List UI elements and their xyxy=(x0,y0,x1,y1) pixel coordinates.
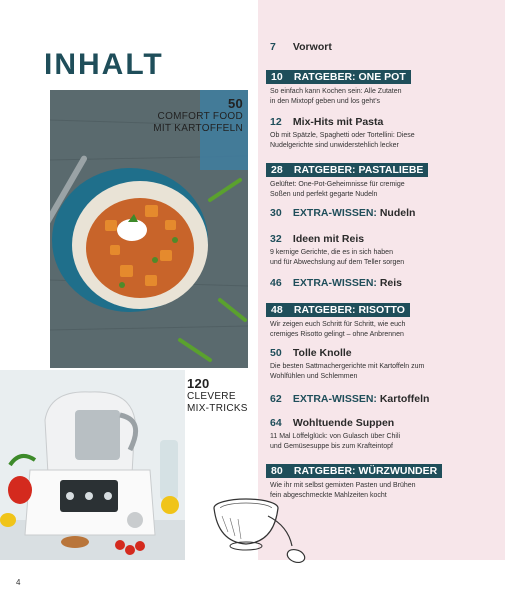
toc-page-number: 28 xyxy=(271,164,283,176)
food-caption-line1: COMFORT FOOD xyxy=(157,111,243,122)
toc-entry[interactable] xyxy=(270,300,495,339)
toc-title-prefix: EXTRA-WISSEN: xyxy=(292,393,377,405)
toc-entry[interactable] xyxy=(270,276,495,290)
toc-page-number: 12 xyxy=(270,116,282,128)
toc-entry-heading xyxy=(270,232,495,246)
toc-description-line: und für Abwechslung auf dem Teller sorgen xyxy=(270,258,405,266)
toc-title: Reis xyxy=(379,277,403,289)
toc-description-line: 11 Mal Löffelglück: von Gulasch über Chili xyxy=(270,433,401,440)
toc-title: Kartoffeln xyxy=(379,393,430,405)
toc-title: Nudeln xyxy=(379,207,416,219)
toc-description-line: Soßen und perfekt gegarte Nudeln xyxy=(270,190,378,198)
toc-title: Mix-Hits mit Pasta xyxy=(292,116,384,128)
toc-entry[interactable] xyxy=(270,160,495,199)
toc-entry[interactable] xyxy=(270,67,495,106)
toc-entry-heading xyxy=(270,346,495,360)
toc-title-prefix: EXTRA-WISSEN: xyxy=(292,277,377,289)
toc-page-number: 10 xyxy=(271,71,283,83)
toc-title: Tolle Knolle xyxy=(292,347,352,359)
toc-page-number: 32 xyxy=(270,233,282,245)
toc-entry-heading xyxy=(270,206,495,220)
toc-page-number: 50 xyxy=(270,347,282,359)
toc-description xyxy=(270,320,475,339)
toc-description-line: fein abgeschmeckte Mahlzeiten kocht xyxy=(270,491,387,499)
thermomix-photo xyxy=(0,370,185,560)
toc-entry-heading xyxy=(266,464,442,478)
toc-title: RATGEBER: PASTALIEBE xyxy=(293,164,424,176)
toc-description xyxy=(270,248,475,267)
toc-title: RATGEBER: WÜRZWUNDER xyxy=(293,465,438,477)
page-title: INHALT xyxy=(44,48,164,81)
toc-description xyxy=(270,180,475,199)
toc-entry[interactable] xyxy=(270,392,495,406)
tricks-caption-number: 120 xyxy=(187,376,210,391)
toc-description xyxy=(270,432,475,451)
toc-description-line: Wir zeigen euch Schritt für Schritt, wie euch xyxy=(270,321,406,328)
page-number: 4 xyxy=(16,578,21,587)
toc-description-line: Wie ihr mit selbst gemixten Pasten und Brühen xyxy=(270,482,416,489)
toc-entry-heading xyxy=(270,40,495,54)
toc-page-number: 30 xyxy=(270,207,282,219)
tricks-caption-line1: CLEVERE xyxy=(187,391,236,402)
toc-title-prefix: EXTRA-WISSEN: xyxy=(292,207,377,219)
soup-bowl-drawing-icon xyxy=(208,486,328,581)
toc-description xyxy=(270,131,475,150)
toc-entry-heading xyxy=(270,115,495,129)
toc-entry[interactable] xyxy=(270,416,495,451)
toc-description-line: So einfach kann Kochen sein: Alle Zutaten xyxy=(270,88,402,95)
toc-description-line: Ob mit Spätzle, Spaghetti oder Tortellini: Diese xyxy=(270,132,415,139)
toc-page-number: 7 xyxy=(270,41,276,53)
toc-entry-heading xyxy=(266,70,411,84)
toc-title: Wohltuende Suppen xyxy=(292,417,395,429)
toc-page-number: 62 xyxy=(270,393,282,405)
toc-entry[interactable] xyxy=(270,232,495,267)
food-caption-number: 50 xyxy=(227,96,243,111)
toc-page-number: 64 xyxy=(270,417,282,429)
toc-description-line: 9 kernige Gerichte, die es in sich haben xyxy=(270,249,393,256)
toc-description-line: cremiges Risotto gelingt – ohne Anbrennen xyxy=(270,330,404,338)
toc-entry-heading xyxy=(266,303,410,317)
toc-description xyxy=(270,87,475,106)
toc-entry-heading xyxy=(270,392,495,406)
toc-description-line: Gelüftet: One-Pot-Geheimnisse für cremige xyxy=(270,181,405,188)
toc-description-line: Nudelgerichte sind unwiderstehlich lecker xyxy=(270,141,399,149)
toc-page-number: 48 xyxy=(271,304,283,316)
food-caption xyxy=(133,96,243,135)
toc-entry-heading xyxy=(266,163,428,177)
tricks-caption-line2: MIX-TRICKS xyxy=(187,403,248,414)
toc-title: Vorwort xyxy=(292,41,332,53)
toc-description xyxy=(270,362,475,381)
food-caption-line2: MIT KARTOFFELN xyxy=(153,123,243,134)
tricks-caption xyxy=(187,376,257,415)
toc-title: RATGEBER: ONE POT xyxy=(293,71,406,83)
toc-entry[interactable] xyxy=(270,40,495,54)
toc-entry[interactable] xyxy=(270,206,495,220)
toc-description-line: Wohlfühlen und Schlemmen xyxy=(270,372,358,380)
toc-entry-heading xyxy=(270,416,495,430)
toc-entry-heading xyxy=(270,276,495,290)
toc-title: RATGEBER: RISOTTO xyxy=(293,304,405,316)
toc-entry[interactable] xyxy=(270,346,495,381)
toc-title: Ideen mit Reis xyxy=(292,233,365,245)
toc-entry[interactable] xyxy=(270,115,495,150)
toc-description-line: in den Mixtopf geben und los geht’s xyxy=(270,97,381,105)
toc-description-line: und Gemüsesuppe bis zum Krafteintopf xyxy=(270,442,393,450)
toc-page-number: 80 xyxy=(271,465,283,477)
toc-description-line: Die besten Sattmachergerichte mit Kartoffeln zum xyxy=(270,363,425,370)
toc-page-number: 46 xyxy=(270,277,282,289)
